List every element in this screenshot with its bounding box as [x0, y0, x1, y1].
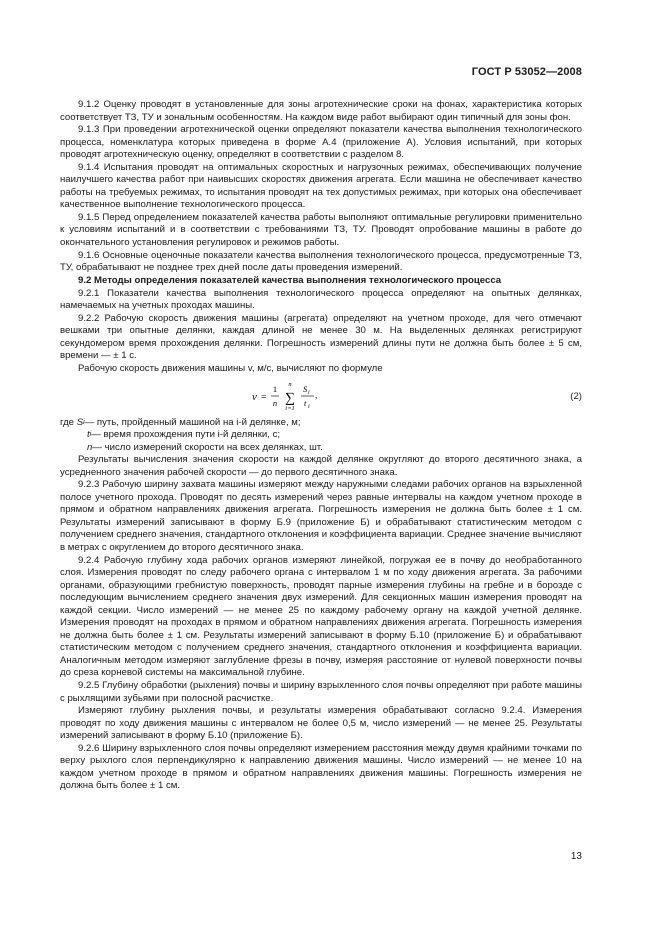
definition-text: — путь, пройденный машиной на i-й делянке, м;: [84, 416, 301, 428]
paragraph-9-2-6: 9.2.6 Ширину взрыхленного слоя почвы определяют измерением расстояния между двумя крайними точками по верху рыхлого слоя перпендикулярно к направлению движения машины. Число измерений — не менее 10 на каждом учетном проходе в прямом и обратном направлениях движения машины. Погрешность измерения не должна быть более ± 1 см.: [60, 742, 582, 792]
definition-symbol: t: [87, 429, 90, 441]
formula-block: [60, 378, 582, 414]
formula-frac-den: n: [272, 397, 278, 408]
formula-lhs: v: [252, 390, 257, 403]
paragraph-9-2-3: 9.2.3 Рабочую ширину захвата машины измеряют между наружными следами рабочих органов на взрыхленной полосе учетного прохода. Проводят по десять измерений через равные интервалы на каждом учетном проходе в прямом и обратном направлениях движения агрегата. Погрешность измерения не должна быть более ± 1 см. Результаты измерений записывают в форму Б.9 (приложение Б) и обрабатывают статистическим методом с получением среднего значения, стандартного отклонения и коэффициента вариации. Среднее значение вычисляют в метрах с округлением до второго десятичного знака.: [60, 479, 582, 553]
paragraph-9-1-6: 9.1.6 Основные оценочные показатели качества выполнения технологического процесса, предусмотренные ТЗ, ТУ, обрабатывают не позднее трех дней после даты проведения измерений.: [60, 249, 582, 274]
document-header: ГОСТ Р 53052—2008: [471, 66, 582, 78]
document-body: [60, 99, 582, 793]
formula-sum-upper: n: [288, 380, 292, 388]
definition-item: [60, 417, 582, 430]
paragraph-9-1-5: 9.1.5 Перед определением показателей качества работы выполняют оптимальные регулировки применительно к условиям испытаний и в соответствии с требованиями ТЗ, ТУ. Проводят опробование машины в работе до окончательного установления регулировок и режимов работы.: [60, 211, 582, 249]
definition-symbol: n: [87, 441, 93, 453]
paragraph-9-2-1: 9.2.1 Показатели качества выполнения технологического процесса определяют на опытных делянках, намечаемых на учетных проходах машины.: [60, 287, 582, 312]
paragraph-9-1-3: 9.1.3 При проведении агротехнической оценки определяют показатели качества выполнения технологического процесса, номенклатура которых приведена в форме А.4 (приложение А). Условия испытаний, при которых проводят агротехническую оценку, определяют в соответствии с разделом 8.: [60, 124, 582, 161]
formula-term-den-sub: i: [308, 403, 310, 410]
paragraph-9-1-2: 9.1.2 Оценку проводят в установленные для зоны агротехнические сроки на фонах, характеристика которых соответствует ТЗ, ТУ и зональным особенностям. На каждом виде работ выбирают один типичный для зоны фон.: [60, 99, 582, 123]
paragraph-9-2-4: 9.2.4 Рабочую глубину хода рабочих органов измеряют линейкой, погружая ее в почву до необработанного слоя. Измерения проводят по следу рабочего органа с интервалом 1 м по ходу движения агрегата. За рабочими органами, образующими гребнистую поверхность, проводят парные измерения глубины на гребне и в борозде с последующим вычислением среднего значения двух измерений. Для секционных машин измерения проводят на каждой секции. Число измерений — не менее 25 по каждому рабочему органу на каждой учетной делянке. Измерения проводят на проходах в прямом и обратном направлениях движения агрегата. Погрешность измерения не должна быть более ± 1 см. Результаты измерений записывают в форму Б.10 (приложение Б) и обрабатывают статистическим методом с получением среднего значения, стандартного отклонения и коэффициента вариации. Аналогичным методом измеряют заглубление фрезы в почву, измеряя расстояние от нулевой поверхности почвы до среза корневой системы на максимальной глубине.: [60, 554, 582, 679]
definition-symbol: S: [76, 416, 84, 428]
definition-subscript: i: [83, 418, 85, 426]
formula-term-num: S: [303, 383, 308, 394]
section-heading-9-2: 9.2 Методы определения показателей качества выполнения технологического процесса: [78, 275, 502, 287]
paragraph-9-2-2-formula-intro: Рабочую скорость движения машины v, м/с, вычисляют по формуле: [78, 362, 383, 374]
definition-item: [60, 429, 582, 442]
formula-definitions: [60, 417, 582, 455]
formula-sum-lower: i=1: [285, 404, 295, 412]
paragraph-9-2-5: 9.2.5 Глубину обработки (рыхления) почвы и ширину взрыхленного слоя почвы определяют при работе машины с рыхлящими зубьями при полосной расчистке.: [60, 680, 582, 704]
paragraph-9-2-2-rounding: Результаты вычисления значения скорости на каждой делянке округляют до второго десятичного знака, а усредненного значения рабочей скорости — до первого десятичного знака.: [60, 454, 582, 478]
definition-text: — число измерений скорости на всех делянках, шт.: [92, 441, 323, 453]
equation-number: (2): [570, 390, 582, 402]
definition-text: — время прохождения пути i-й делянки, с;: [91, 429, 281, 441]
page-number: 13: [570, 851, 582, 862]
definition-item: [60, 442, 582, 455]
paragraph-9-2-2: 9.2.2 Рабочую скорость движения машины (агрегата) определяют на учетном проходе, для чего отмечают вешками три опытные делянки, каждая длиной не менее 30 м. На выделенных делянках регистрируют секундомером время прохождения делянки. Погрешность измерений длины пути не должна быть более ± 5 см, времени — ± 1 с.: [60, 312, 582, 362]
speed-formula: [250, 378, 370, 414]
paragraph-9-1-4: 9.1.4 Испытания проводят на оптимальных скоростных и нагрузочных режимах, обеспечивающих получение наилучшего качества работ при наивысших скоростях движения агрегата. Если машина не обеспечивает качество работы на требуемых режимах, то испытания проводят на тех допустимых режимах, при которых она обеспечивает качественное выполнение технологического процесса.: [60, 161, 582, 211]
definition-subscript: i: [89, 431, 92, 439]
formula-equals: =: [261, 391, 267, 403]
formula-tail: ,: [315, 389, 318, 400]
formula-sum-sign: ∑: [285, 390, 295, 406]
formula-frac-num: 1: [272, 383, 278, 394]
definition-lead: где: [60, 416, 75, 428]
formula-term-den: t: [304, 397, 307, 408]
formula-term-num-sub: i: [308, 389, 310, 396]
paragraph-9-2-5-measure: Измеряют глубину рыхления почвы, и результаты измерения обрабатывают согласно 9.2.4. Измерения проводят по ходу движения машины с интервалом не более 0,5 м, число измерений — не менее 25. Результаты измерений записывают в форму Б.10 (приложение Б).: [60, 705, 582, 742]
